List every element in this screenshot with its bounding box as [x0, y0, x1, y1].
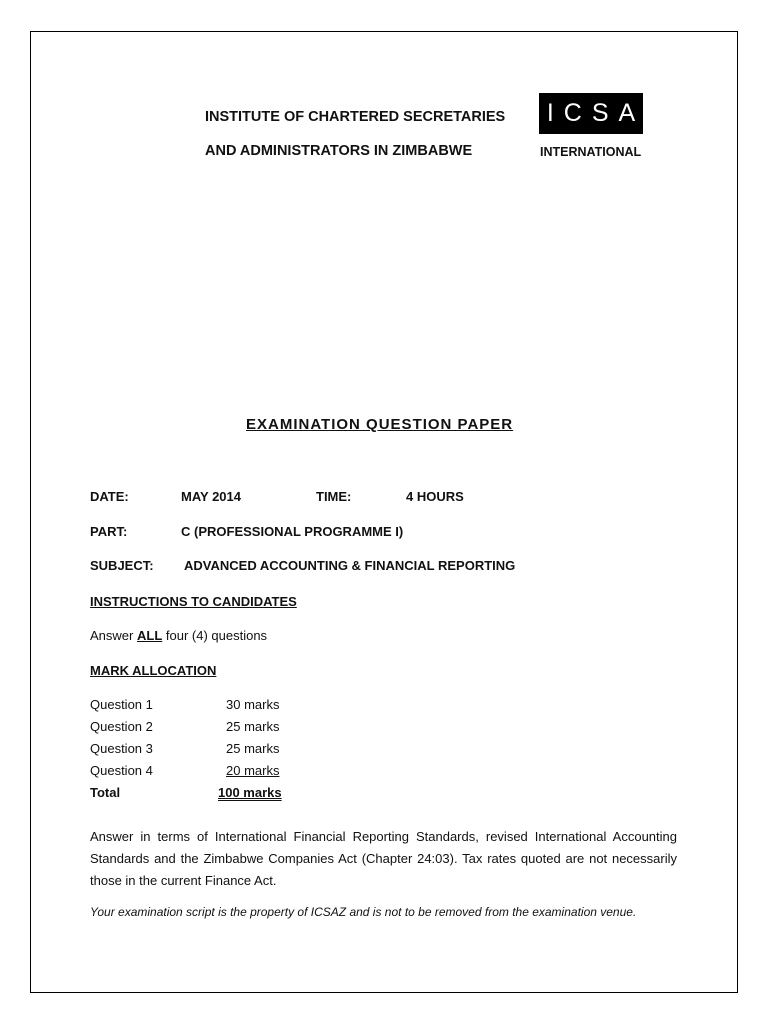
date-value: MAY 2014	[181, 489, 241, 504]
institute-name-line2: AND ADMINISTRATORS IN ZIMBABWE	[205, 143, 473, 159]
question-2-marks: 25 marks	[226, 719, 280, 734]
total-marks: 100 marks	[218, 785, 282, 800]
question-1-marks: 30 marks	[226, 697, 280, 712]
script-property-note: Your examination script is the property of ICSAZ and is not to be removed from the examination venue.	[90, 905, 637, 919]
exam-title: EXAMINATION QUESTION PAPER	[246, 416, 514, 433]
question-4-marks: 20 marks	[226, 763, 280, 778]
regulations-paragraph: Answer in terms of International Financial Reporting Standards, revised International Accounting Standards and the Zimbabwe Companies Act (Chapter 24:03). Tax rates quoted are not necessarily those in the current Finance Act.	[90, 829, 677, 888]
instructions-emphasis: ALL	[136, 628, 163, 643]
part-value: C (PROFESSIONAL PROGRAMME I)	[181, 524, 404, 539]
instructions-text-before: Answer	[90, 628, 134, 643]
logo-subtitle: INTERNATIONAL	[540, 145, 642, 159]
icsa-logo	[539, 93, 646, 134]
subject-label: SUBJECT:	[90, 558, 154, 573]
mark-allocation-heading: MARK ALLOCATION	[90, 663, 217, 678]
question-4-label: Question 4	[90, 763, 153, 778]
logo-text: ICSA	[546, 99, 646, 127]
question-3-marks: 25 marks	[226, 741, 280, 756]
part-label: PART:	[90, 524, 128, 539]
time-value: 4 HOURS	[406, 489, 464, 504]
instructions-heading: INSTRUCTIONS TO CANDIDATES	[90, 594, 297, 609]
institute-name-line1: INSTITUTE OF CHARTERED SECRETARIES	[205, 109, 506, 125]
total-label: Total	[90, 785, 121, 800]
question-1-label: Question 1	[90, 697, 153, 712]
question-3-label: Question 3	[90, 741, 153, 756]
time-label: TIME:	[316, 489, 352, 504]
instructions-text-after: four (4) questions	[165, 628, 268, 643]
instructions-text	[90, 628, 267, 643]
subject-value: ADVANCED ACCOUNTING & FINANCIAL REPORTING	[184, 558, 516, 573]
question-2-label: Question 2	[90, 719, 153, 734]
date-label: DATE:	[90, 489, 129, 504]
